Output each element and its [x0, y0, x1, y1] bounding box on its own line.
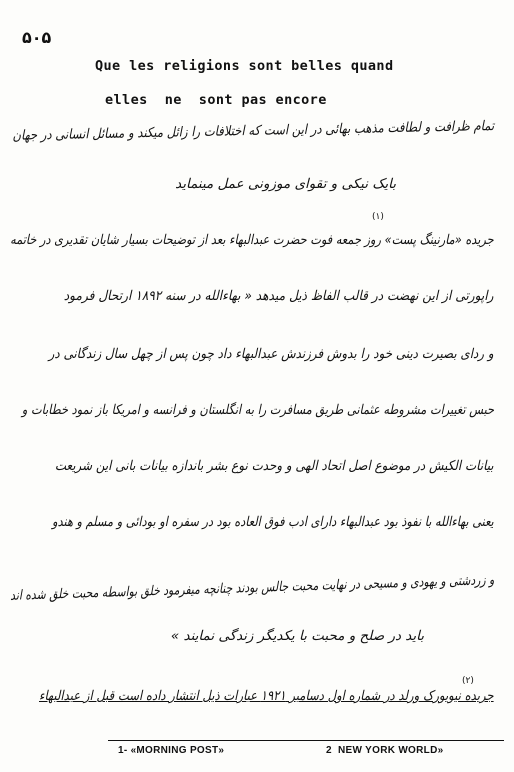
- footnote-1: 1- «MORNING POST»: [118, 745, 225, 756]
- persian-line-8: یعنی بهاءالله با نفوذ بود عبدالبهاء دارای ادب فوق العاده بود در سفره او بودائی و مسلم و هندو: [52, 514, 494, 530]
- footnote-2: 2 NEW YORK WORLD»: [326, 745, 444, 756]
- persian-line-10: باید در صلح و محبت با یکدیگر زندگی نمایند »: [170, 628, 424, 644]
- persian-line-6: حبس تغییرات مشروطه عثمانی طریق مسافرت را به انگلستان و فرانسه و امریکا باز نمود خطابات و: [21, 402, 494, 418]
- persian-line-1: تمام ظرافت و لطافت مذهب بهائی در این است که اختلافات را زائل میکند و مسائل انسانی در جهان: [12, 118, 495, 144]
- persian-line-11: جریده نیویورک ورلد در شماره اول دسامبر ۱۹۲۱ عبارات ذیل انتشار داده است قبل از عبدالبهاء: [39, 688, 494, 704]
- persian-line-2: بایک نیکی و تقوای موزونی عمل مینماید: [175, 176, 396, 192]
- footnote-marker-2: (۲): [462, 676, 474, 686]
- persian-line-5: و ردای بصیرت دینی خود را بدوش فرزندش عبدالبهاء داد چون پس از چهل سال زندگانی در: [49, 346, 494, 362]
- persian-line-4: راپورتی از این نهضت در قالب الفاظ ذیل میدهد « بهاءالله در سنه ۱۸۹۲ ارتحال فرمود: [64, 288, 495, 304]
- french-heading-line-2: elles ne sont pas encore: [105, 92, 327, 108]
- persian-line-9: و زردشتی و یهودی و مسیحی در نهایت محبت جالس بودند چنانچه میفرمود خلق بواسطه محبت خلق شده اند: [9, 572, 495, 604]
- french-heading-line-1: Que les religions sont belles quand: [95, 58, 394, 74]
- footnote-rule: [108, 740, 504, 741]
- persian-line-3: جریده «مارنینگ پست» روز جمعه فوت حضرت عبدالبهاء بعد از توضیحات بسیار شایان تقدیری در خاتمه: [10, 232, 494, 248]
- footnote-marker-1: (۱): [372, 212, 384, 222]
- page-number: ۵۰۵: [22, 28, 52, 47]
- persian-line-7: بیانات الکیش در موضوع اصل اتحاد الهی و وحدت نوع بشر باندازه بیانات بانی این شریعت: [55, 458, 494, 474]
